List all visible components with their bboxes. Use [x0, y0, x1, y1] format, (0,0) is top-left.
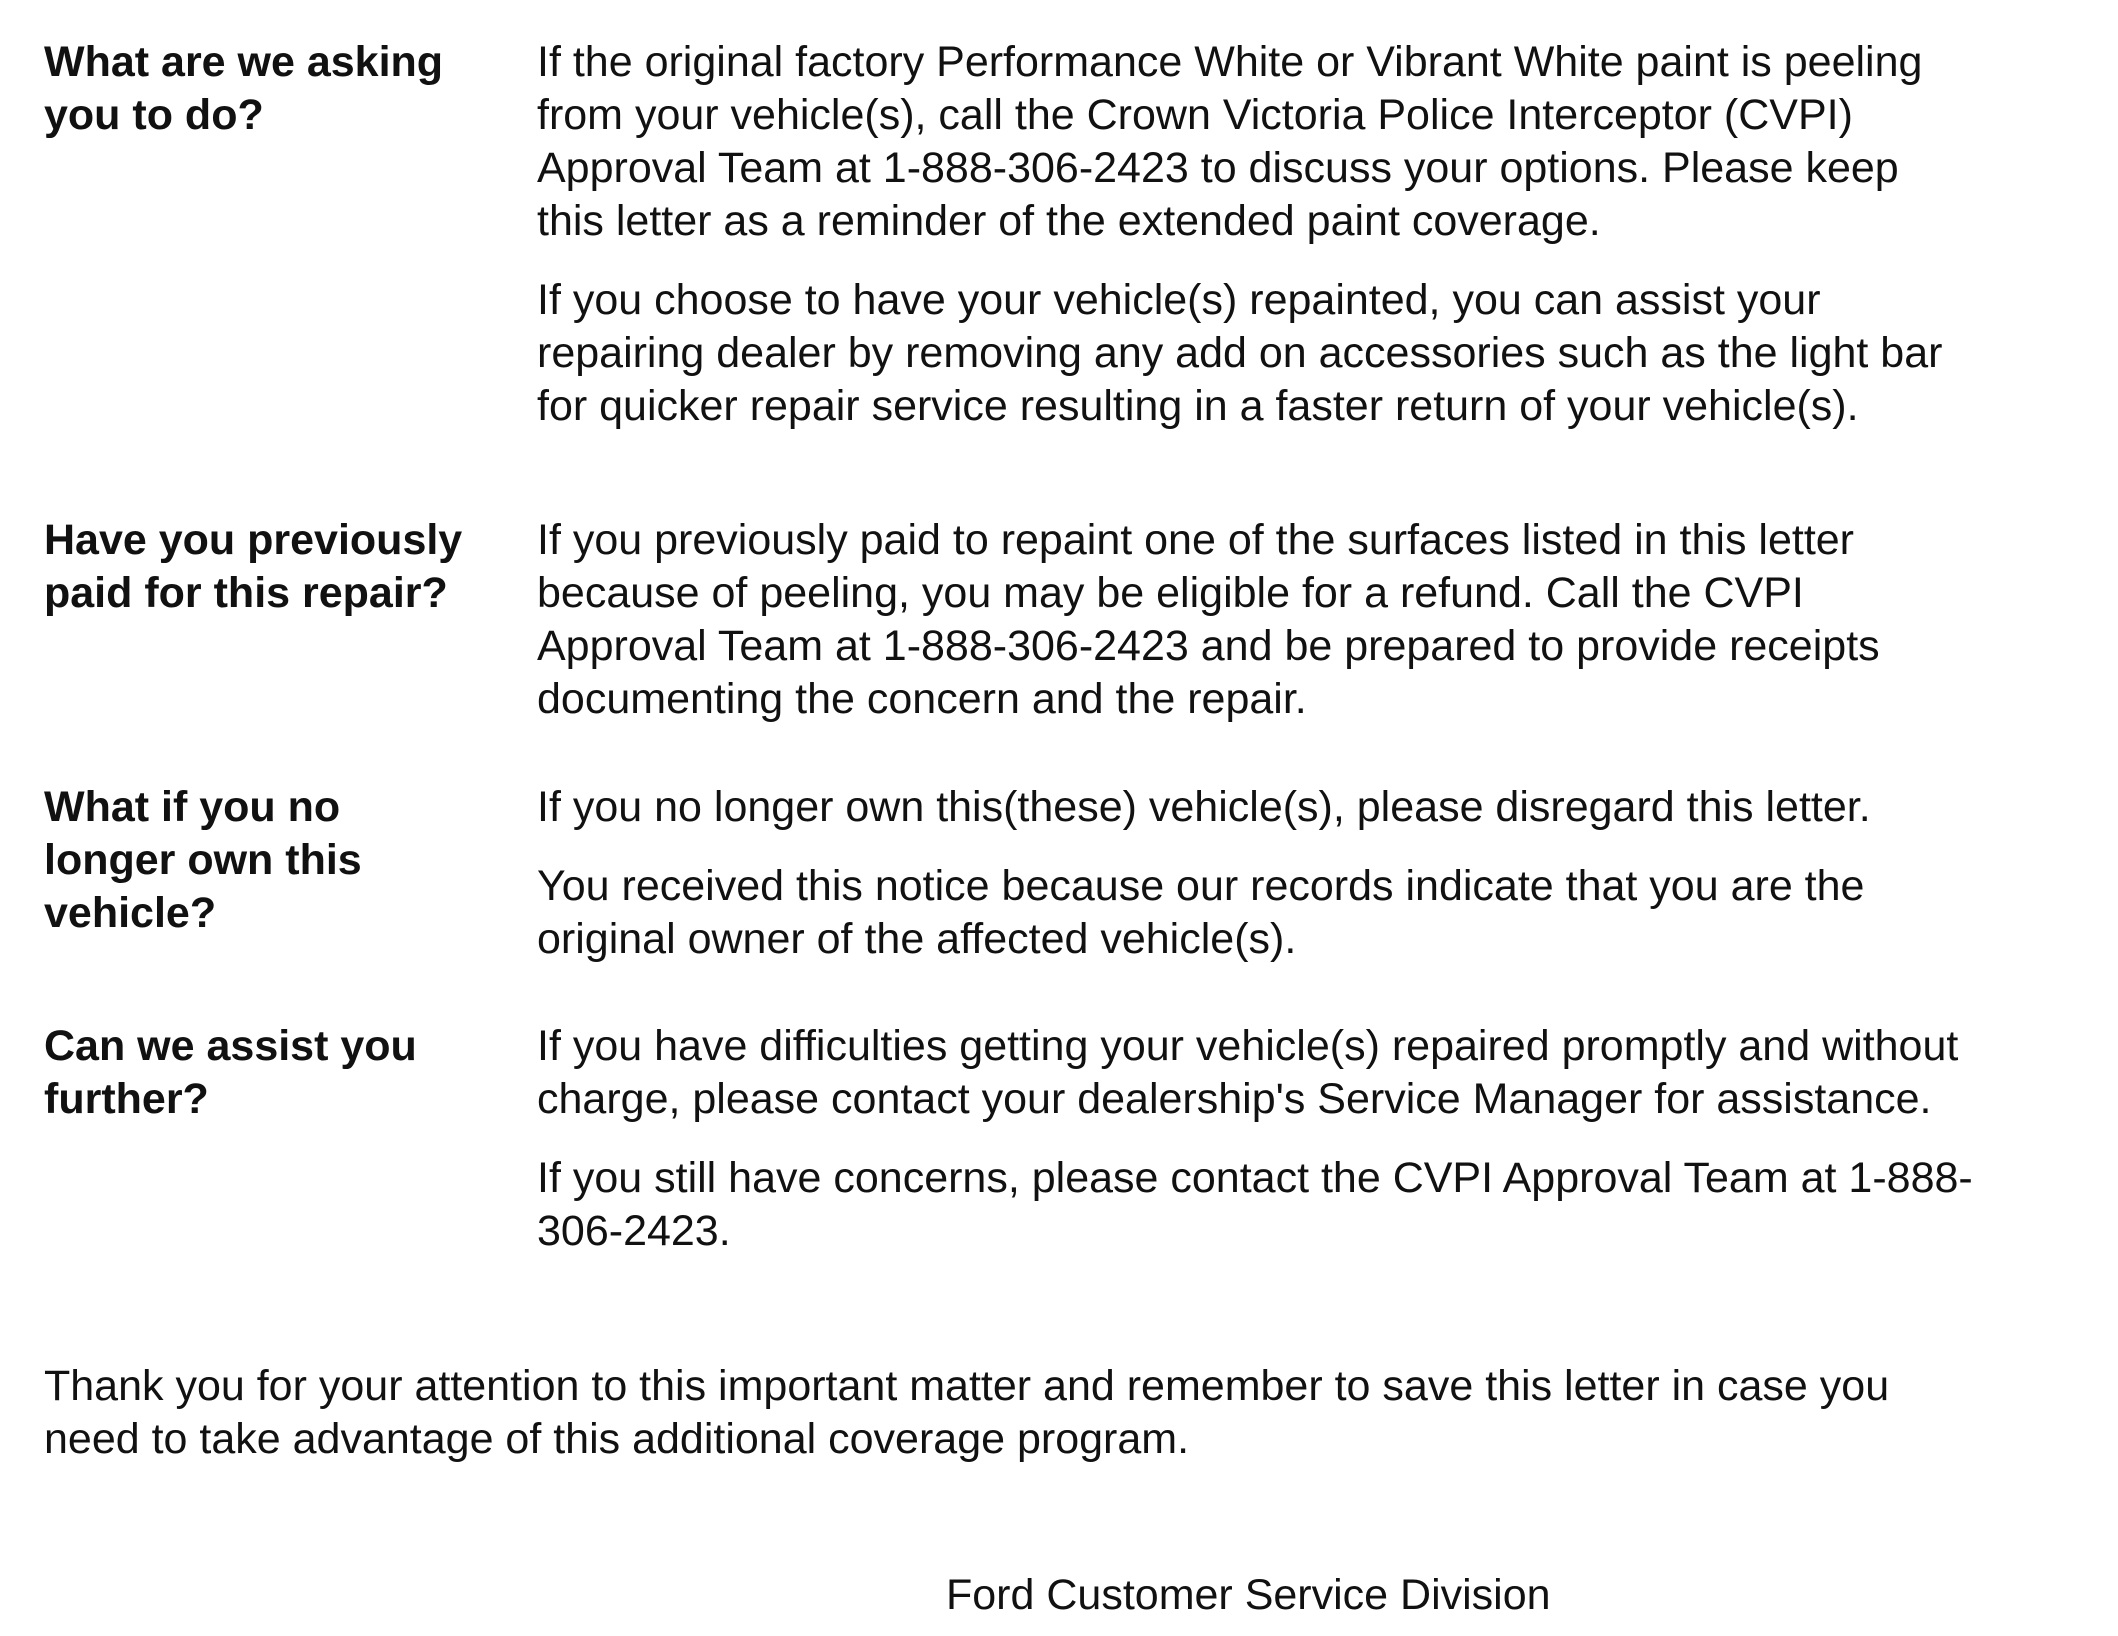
closing-paragraph [44, 1360, 2084, 1466]
answer-line: If you have difficulties getting your vehicle(s) repaired promptly and without [537, 1022, 1959, 1070]
question-line: What if you no [44, 783, 341, 831]
section-answers [537, 781, 2097, 992]
answer-line: If you still have concerns, please contact the CVPI Approval Team at 1-888- [537, 1154, 1973, 1202]
answer-paragraph [537, 274, 2097, 433]
question-line: Have you previously [44, 516, 463, 564]
answer-line: If the original factory Performance White or Vibrant White paint is peeling [537, 38, 1923, 86]
answer-line: If you previously paid to repaint one of the surfaces listed in this letter [537, 516, 1855, 564]
answer-line: If you no longer own this(these) vehicle(s), please disregard this letter. [537, 783, 1871, 831]
section-answers [537, 514, 2097, 752]
question-line: What are we asking [44, 38, 444, 86]
answer-paragraph [537, 514, 2097, 726]
section-answers [537, 36, 2097, 459]
answer-line: original owner of the affected vehicle(s). [537, 915, 1297, 963]
answer-line: from your vehicle(s), call the Crown Victoria Police Interceptor (CVPI) [537, 91, 1853, 139]
answer-line: charge, please contact your dealership's Service Manager for assistance. [537, 1075, 1932, 1123]
answer-line: for quicker repair service resulting in a faster return of your vehicle(s). [537, 382, 1859, 430]
closing-line: need to take advantage of this additional coverage program. [44, 1415, 1190, 1463]
question-line: paid for this repair? [44, 569, 448, 617]
answer-line: If you choose to have your vehicle(s) repainted, you can assist your [537, 276, 1821, 324]
answer-line: Approval Team at 1-888-306-2423 to discuss your options. Please keep [537, 144, 1899, 192]
answer-paragraph [537, 36, 2097, 248]
section-question [44, 514, 514, 620]
answer-line: repairing dealer by removing any add on accessories such as the light bar [537, 329, 1943, 377]
answer-paragraph [537, 1020, 2097, 1126]
signature: Ford Customer Service Division [946, 1571, 1551, 1619]
question-line: Can we assist you [44, 1022, 417, 1070]
answer-line: 306-2423. [537, 1207, 731, 1255]
answer-paragraph [537, 1152, 2097, 1258]
answer-line: documenting the concern and the repair. [537, 675, 1307, 723]
question-line: longer own this [44, 836, 362, 884]
section-question [44, 1020, 514, 1126]
question-line: further? [44, 1075, 209, 1123]
closing-line: Thank you for your attention to this important matter and remember to save this letter in case you [44, 1362, 1890, 1410]
question-line: vehicle? [44, 889, 217, 937]
section-question [44, 781, 514, 940]
answer-line: You received this notice because our records indicate that you are the [537, 862, 1865, 910]
answer-line: because of peeling, you may be eligible for a refund. Call the CVPI [537, 569, 1804, 617]
answer-paragraph [537, 860, 2097, 966]
answer-paragraph [537, 781, 2097, 834]
section-question [44, 36, 514, 142]
answer-line: this letter as a reminder of the extended paint coverage. [537, 197, 1601, 245]
answer-line: Approval Team at 1-888-306-2423 and be prepared to provide receipts [537, 622, 1880, 670]
question-line: you to do? [44, 91, 264, 139]
section-answers [537, 1020, 2097, 1284]
